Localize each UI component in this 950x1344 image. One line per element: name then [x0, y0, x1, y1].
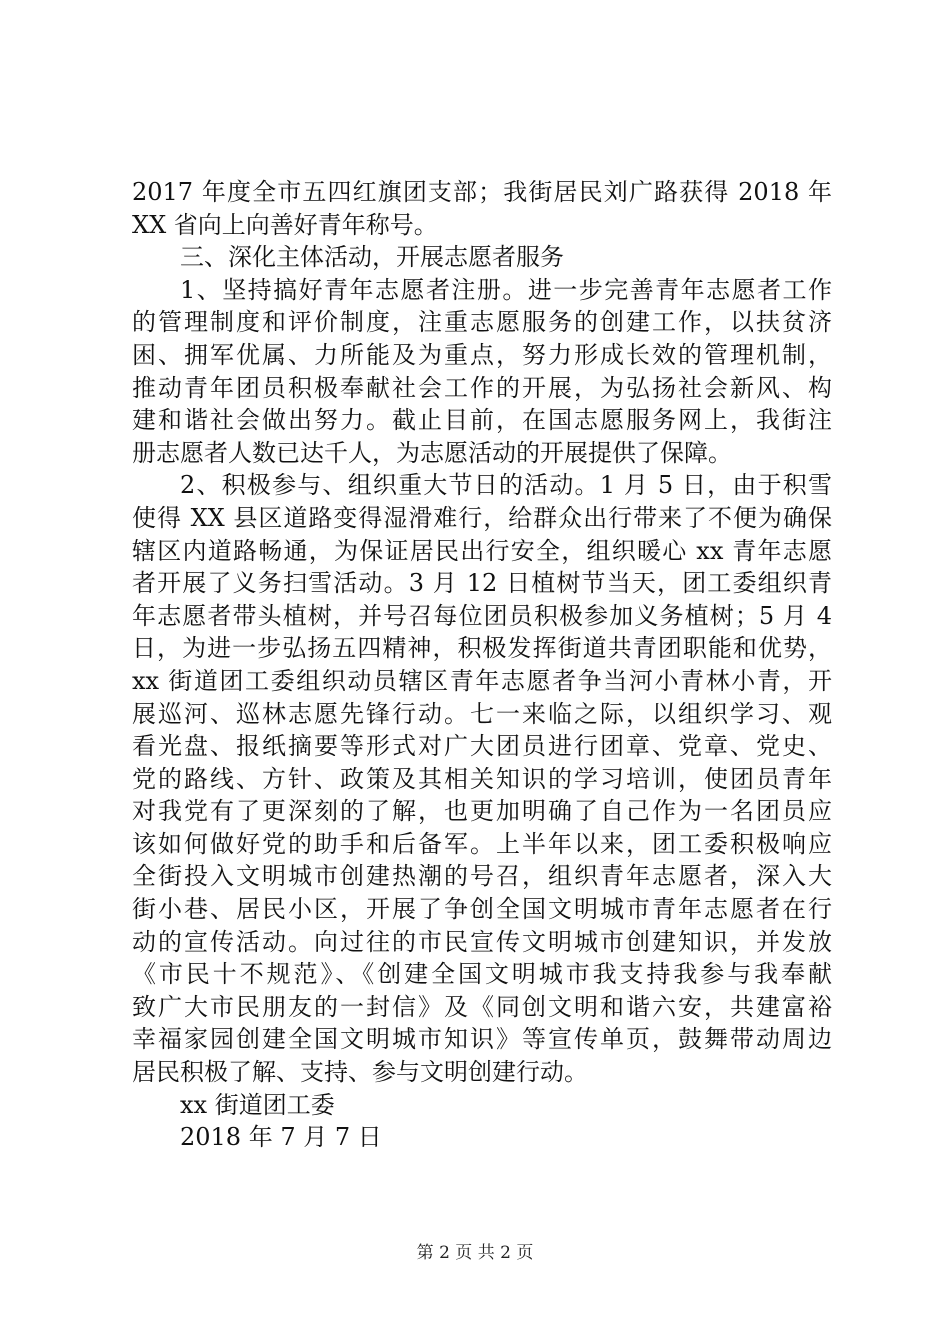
text-line: 《市民十不规范》、《创建全国文明城市我支持我参与我奉献 — [132, 960, 832, 989]
page-footer: 第 2 页 共 2 页 — [416, 1243, 534, 1263]
text-line: 使得 XX 县区道路变得湿滑难行，给群众出行带来了不便为确保 — [132, 503, 832, 532]
text-line: 建和谐社会做出努力。截止目前，在国志愿服务网上，我街注 — [132, 406, 832, 435]
text-line: 的管理制度和评价制度，注重志愿服务的创建工作，以扶贫济 — [132, 308, 832, 337]
text-line: 幸福家园创建全国文明城市知识》等宣传单页，鼓舞带动周边 — [132, 1025, 832, 1054]
text-line: 该如何做好党的助手和后备军。上半年以来，团工委积极响应 — [132, 829, 832, 858]
text-line: 2017 年度全市五四红旗团支部；我街居民刘广路获得 2018 年 — [132, 178, 832, 206]
text-line: 2、积极参与、组织重大节日的活动。1 月 5 日，由于积雪 — [180, 471, 832, 500]
text-line: 对我党有了更深刻的了解，也更加明确了自己作为一名团员应 — [132, 797, 832, 826]
text-line: xx 街道团工委 — [180, 1090, 335, 1119]
text-line: 居民积极了解、支持、参与文明创建行动。 — [132, 1058, 588, 1087]
text-line: 2018 年 7 月 7 日 — [180, 1123, 382, 1152]
text-line: 致广大市民朋友的一封信》及《同创文明和谐六安，共建富裕 — [132, 992, 832, 1021]
document-body — [132, 176, 832, 1154]
text-line: xx 街道团工委组织动员辖区青年志愿者争当河小青林小青，开 — [132, 666, 832, 695]
text-line: 册志愿者人数已达千人，为志愿活动的开展提供了保障。 — [132, 438, 732, 467]
text-line: 推动青年团员积极奉献社会工作的开展，为弘扬社会新风、构 — [132, 373, 832, 402]
text-line: 辖区内道路畅通，为保证居民出行安全，组织暖心 xx 青年志愿 — [132, 536, 832, 565]
text-line: 者开展了义务扫雪活动。3 月 12 日植树节当天，团工委组织青 — [132, 569, 832, 598]
text-line: 全街投入文明城市创建热潮的号召，组织青年志愿者，深入大 — [132, 862, 832, 891]
text-line: 街小巷、居民小区，开展了争创全国文明城市青年志愿者在行 — [132, 895, 832, 924]
text-line: 展巡河、巡林志愿先锋行动。七一来临之际，以组织学习、观 — [132, 699, 832, 728]
text-line: XX 省向上向善好青年称号。 — [132, 210, 438, 239]
text-line: 党的路线、方针、政策及其相关知识的学习培训，使团员青年 — [132, 764, 832, 793]
text-line: 看光盘、报纸摘要等形式对广大团员进行团章、党章、党史、 — [132, 732, 832, 761]
text-line: 1、坚持搞好青年志愿者注册。进一步完善青年志愿者工作 — [180, 275, 832, 304]
text-line: 年志愿者带头植树，并号召每位团员积极参加义务植树；5 月 4 — [132, 601, 832, 630]
text-line: 困、拥军优属、力所能及为重点，努力形成长效的管理机制， — [132, 340, 832, 369]
text-line: 三、深化主体活动，开展志愿者服务 — [180, 243, 564, 272]
text-line: 动的宣传活动。向过往的市民宣传文明城市创建知识，并发放 — [132, 927, 832, 956]
text-line: 日，为进一步弘扬五四精神，积极发挥街道共青团职能和优势， — [132, 634, 832, 663]
